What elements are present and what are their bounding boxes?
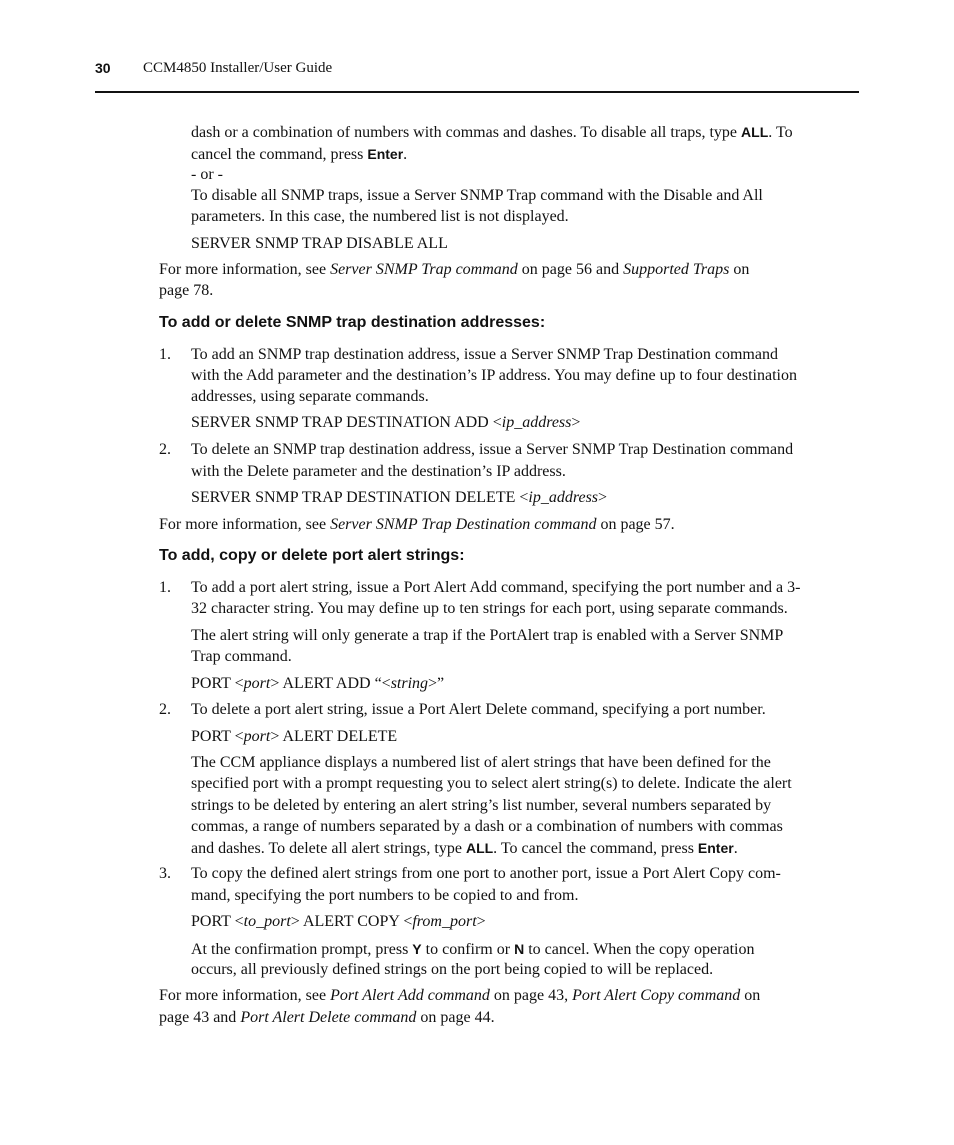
key-enter: Enter — [697, 840, 734, 856]
key-enter: Enter — [367, 146, 404, 162]
or-separator: - or - — [191, 166, 223, 183]
list-item-line: To add a port alert string, issue a Port Alert Add command, specifying the port number and a 3- — [191, 579, 801, 596]
section-heading: To add, copy or delete port alert strings: — [159, 547, 465, 564]
xref-link[interactable]: Port Alert Delete command — [240, 1009, 417, 1026]
page-number: 30 — [95, 60, 111, 76]
confirm-line: occurs, all previously defined strings on the port being copied to will be replaced. — [191, 961, 714, 978]
xref-link[interactable]: Supported Traps — [623, 261, 730, 278]
command-example: PORT <port> ALERT ADD “<string>” — [191, 675, 445, 692]
note-line: The alert string will only generate a trap if the PortAlert trap is enabled with a Server SNMP — [191, 627, 784, 644]
list-number: 1. — [159, 579, 171, 596]
key-all: ALL — [465, 840, 494, 856]
more-info-line: page 43 and Port Alert Delete command on page 44. — [159, 1009, 495, 1026]
description-line: and dashes. To delete all alert strings, type ALL. To cancel the command, press Enter. — [191, 840, 738, 857]
list-item-line: 32 character string. You may define up to ten strings for each port, using separate commands. — [191, 600, 788, 617]
confirm-line: At the confirmation prompt, press Y to confirm or N to cancel. When the copy operation — [191, 941, 755, 958]
list-number: 3. — [159, 865, 171, 882]
more-info-line: For more information, see Port Alert Add command on page 43, Port Alert Copy command on — [159, 987, 761, 1004]
guide-title: CCM4850 Installer/User Guide — [143, 60, 333, 76]
xref-link[interactable]: Server SNMP Trap Destination command — [330, 516, 597, 533]
description-line: commas, a range of numbers separated by a dash or a combination of numbers with commas — [191, 818, 783, 835]
xref-link[interactable]: Port Alert Copy command — [572, 987, 741, 1004]
xref-link[interactable]: Port Alert Add command — [330, 987, 490, 1004]
command-example: PORT <port> ALERT DELETE — [191, 728, 398, 745]
block1-line: dash or a combination of numbers with commas and dashes. To disable all traps, type ALL. To — [191, 124, 793, 141]
list-item-line: To copy the defined alert strings from one port to another port, issue a Port Alert Copy com- — [191, 865, 781, 882]
list-item-line: addresses, using separate commands. — [191, 388, 429, 405]
more-info-line: For more information, see Server SNMP Trap command on page 56 and Supported Traps on — [159, 261, 750, 278]
running-header — [95, 58, 859, 93]
command-example: SERVER SNMP TRAP DESTINATION ADD <ip_address> — [191, 414, 581, 431]
more-info-line: For more information, see Server SNMP Trap Destination command on page 57. — [159, 516, 675, 533]
list-item-line: To add an SNMP trap destination address, issue a Server SNMP Trap Destination command — [191, 346, 778, 363]
key-n: N — [514, 941, 525, 957]
block1-line: parameters. In this case, the numbered list is not displayed. — [191, 208, 569, 225]
list-number: 2. — [159, 441, 171, 458]
description-line: The CCM appliance displays a numbered list of alert strings that have been defined for the — [191, 754, 771, 771]
list-item-line: To delete an SNMP trap destination address, issue a Server SNMP Trap Destination command — [191, 441, 794, 458]
list-number: 2. — [159, 701, 171, 718]
block1-line: cancel the command, press Enter. — [191, 146, 408, 163]
command-example: PORT <to_port> ALERT COPY <from_port> — [191, 913, 486, 930]
block1-line: To disable all SNMP traps, issue a Server SNMP Trap command with the Disable and All — [191, 187, 763, 204]
xref-link[interactable]: Server SNMP Trap command — [330, 261, 518, 278]
command-example: SERVER SNMP TRAP DISABLE ALL — [191, 235, 448, 252]
list-item-line: To delete a port alert string, issue a Port Alert Delete command, specifying a port number. — [191, 701, 766, 718]
note-line: Trap command. — [191, 648, 292, 665]
section-heading: To add or delete SNMP trap destination addresses: — [159, 314, 546, 331]
list-item-line: with the Add parameter and the destination’s IP address. You may define up to four destination — [191, 367, 797, 384]
description-line: strings to be deleted by entering an alert string’s list number, several numbers separated by — [191, 797, 772, 814]
key-all: ALL — [741, 124, 769, 140]
description-line: specified port with a prompt requesting you to select alert string(s) to delete. Indicate the alert — [191, 775, 792, 792]
list-item-line: mand, specifying the port numbers to be copied to and from. — [191, 887, 579, 904]
more-info-line: page 78. — [159, 282, 214, 299]
key-y: Y — [412, 941, 422, 957]
list-item-line: with the Delete parameter and the destination’s IP address. — [191, 463, 566, 480]
command-example: SERVER SNMP TRAP DESTINATION DELETE <ip_address> — [191, 489, 608, 506]
list-number: 1. — [159, 346, 171, 363]
